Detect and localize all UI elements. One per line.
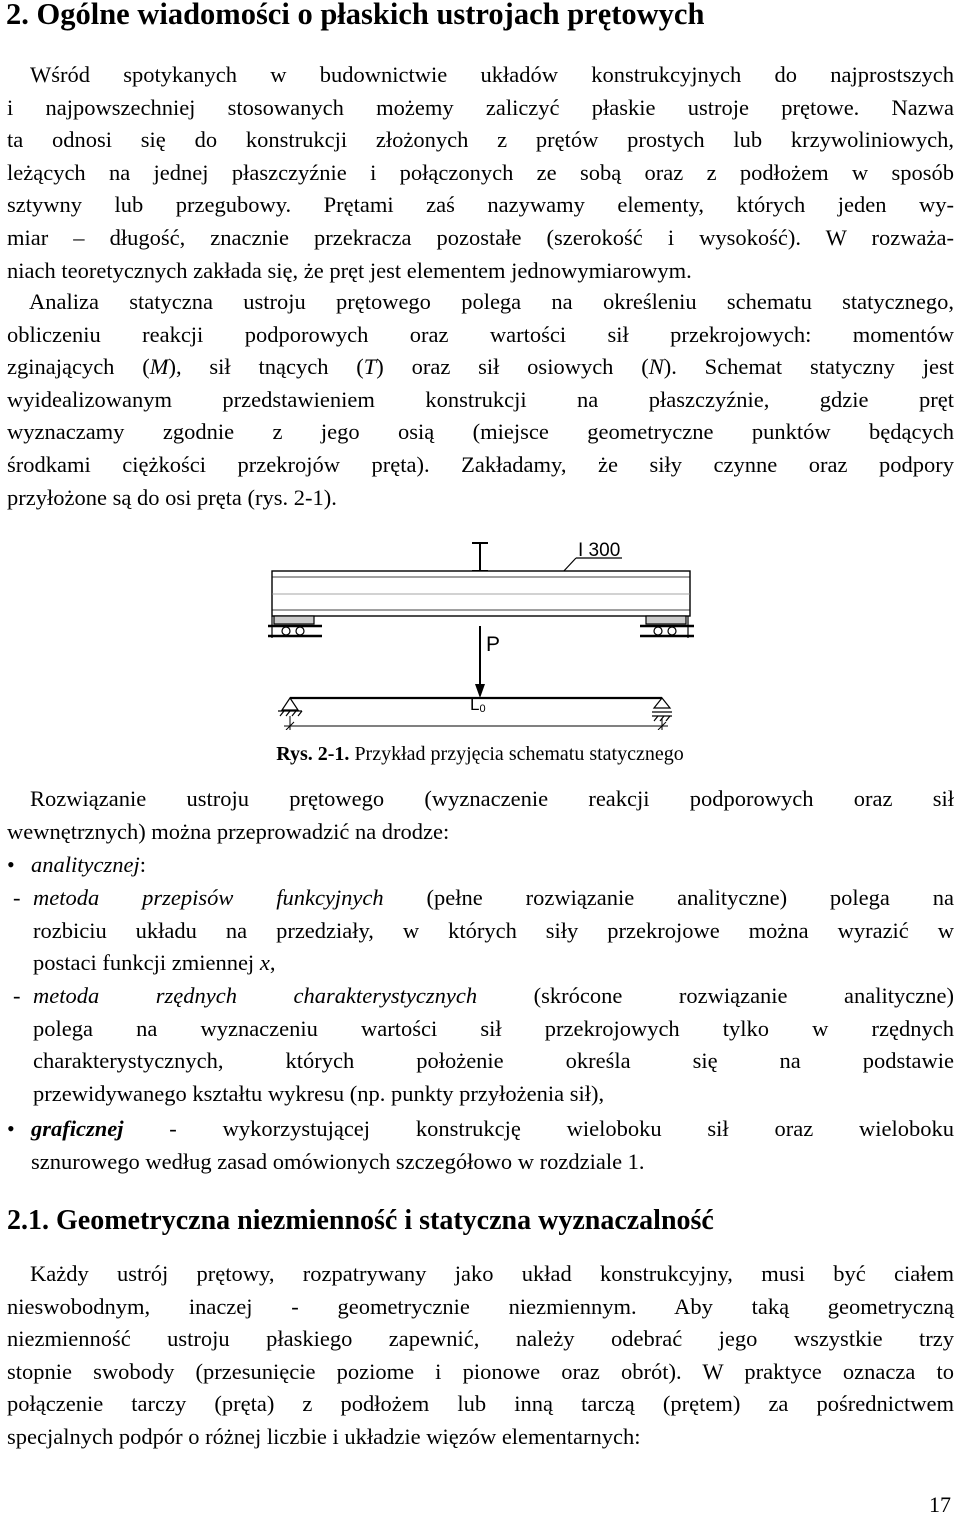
symbol-T: T	[363, 354, 377, 380]
intro-paragraph	[7, 59, 954, 287]
text-line: stopnie swobody (przesunięcie poziome i pionowe oraz obrót). W praktyce oznacza to	[7, 1358, 954, 1384]
list-item-analytical: • analitycznej:	[7, 849, 954, 882]
left-bearing-icon	[268, 616, 322, 638]
text-line: rozbiciu układu na przedziały, w których siły przekrojowe można wyrazić w	[33, 917, 954, 943]
text-line: przyłożone są do osi pręta (rys. 2-1).	[7, 484, 337, 510]
load-label: P	[486, 633, 501, 656]
pinned-support-icon	[278, 698, 302, 716]
text-line: wewnętrznych) można przeprowadzić na drodze:	[7, 818, 450, 844]
list-label: graficznej	[31, 1116, 124, 1141]
text-line: leżących na jednej płaszczyźnie i połączonych ze sobą oraz z podłożem w sposób	[7, 159, 954, 185]
text-line: przewidywanego kształtu wykresu (np. punkty przyłożenia sił),	[33, 1080, 605, 1106]
text-line: miar – długość, znacznie przekracza pozostałe (szerokość i wysokość). W rozważa-	[7, 224, 954, 250]
chapter-title: 2. Ogólne wiadomości o płaskich ustrojach prętowych	[6, 0, 705, 31]
text-line: polega na wyznaczeniu wartości sił przekrojowych tylko w rzędnych	[33, 1015, 954, 1041]
symbol-N: N	[648, 354, 664, 380]
text-line: wyidealizowanym przedstawieniem konstrukcji na płaszczyźnie, gdzie pręt	[7, 386, 954, 412]
page-number: 17	[929, 1492, 951, 1517]
text-line: metoda rzędnych charakterystycznych (skrócone rozwiązanie analityczne)	[33, 983, 954, 1008]
text-line: wyznaczamy zgodnie z jego osią (miejsce geometryczne punktów będących	[7, 419, 954, 445]
list-label: analitycznej	[31, 852, 140, 877]
text-line: metoda przepisów funkcyjnych (pełne rozwiązanie analityczne) polega na	[33, 885, 954, 910]
right-bearing-icon	[640, 616, 694, 638]
text-line: połączenie tarczy (pręta) z podłożem lub inną tarczą (prętem) za pośrednictwem	[7, 1391, 954, 1417]
text-line: specjalnych podpór o różnej liczbie i układzie więzów elementarnych:	[7, 1423, 641, 1449]
text-line: graficznej - wykorzystującej konstrukcję wieloboku sił oraz wieloboku	[31, 1116, 954, 1141]
analysis-paragraph	[7, 286, 954, 514]
caption-number: Rys. 2-1.	[276, 743, 350, 765]
beam-elevation	[272, 571, 690, 616]
list-subitem-ordinates	[7, 980, 954, 1111]
span-label: L0	[470, 695, 486, 715]
text-line: i najpowszechniej stosowanych możemy zaliczyć płaskie ustroje prętowe. Nazwa	[7, 94, 954, 120]
text-line: Rozwiązanie ustroju prętowego (wyznaczenie reakcji podporowych oraz sił	[30, 786, 954, 811]
text-line: obliczeniu reakcji podporowych oraz wartości sił przekrojowych: momentów	[7, 321, 954, 347]
method-title: metoda rzędnych charakterystycznych	[33, 983, 478, 1008]
text-line: postaci funkcji zmiennej x,	[33, 950, 276, 976]
dash-marker: -	[13, 885, 21, 910]
caption-text: Przykład przyjęcia schematu statycznego	[349, 743, 684, 765]
list-subitem-functional	[7, 882, 954, 980]
text-line: nieswobodnym, inaczej - geometrycznie niezmiennym. Aby taką geometryczną	[7, 1293, 954, 1319]
section-title: 2.1. Geometryczna niezmienność i statyczna wyznaczalność	[7, 1205, 714, 1236]
text-line: sztywny lub przegubowy. Prętami zaś nazywamy elementy, których jeden wy-	[7, 192, 954, 218]
method-title: metoda przepisów funkcyjnych	[33, 885, 384, 910]
text-line: niezmienność ustroju płaskiego zapewnić, należy odebrać jego wszystkie trzy	[7, 1326, 954, 1352]
i-section-icon	[472, 543, 488, 571]
figure-caption	[0, 737, 960, 771]
bullet-icon: •	[7, 1116, 15, 1141]
bullet-icon: •	[7, 852, 15, 877]
text-line: sznurowego według zasad omówionych szczegółowo w rozdziale 1.	[31, 1148, 645, 1174]
static-scheme-figure	[250, 530, 720, 730]
roller-support-icon	[652, 698, 672, 721]
text-line: środkami ciężkości przekrojów pręta). Zakładamy, że siły czynne oraz podpory	[7, 451, 954, 477]
dash-marker: -	[13, 983, 21, 1008]
load-arrow-icon	[475, 626, 485, 698]
symbol-M: M	[149, 354, 169, 380]
text-line: niach teoretycznych zakłada się, że pręt jest elementem jednowymiarowym.	[7, 257, 692, 283]
text-line: Analiza statyczna ustroju prętowego polega na określeniu schematu statycznego,	[29, 289, 954, 314]
text-line: ta odnosi się do konstrukcji złożonych z prętów prostych lub krzywoliniowych,	[7, 127, 954, 153]
text-line: Każdy ustrój prętowy, rozpatrywany jako układ konstrukcyjny, musi być ciałem	[30, 1261, 954, 1286]
span-dimension	[284, 716, 668, 730]
list-item-graphical	[7, 1113, 954, 1179]
solution-paragraph	[7, 783, 954, 848]
geometry-paragraph	[7, 1258, 954, 1454]
text-line: charakterystycznych, których położenie określa się na podstawie	[33, 1048, 954, 1074]
text-line: zginających (M), sił tnących (T) oraz sił osiowych (N). Schemat statyczny jest	[7, 354, 954, 380]
section-label: I 300	[578, 540, 621, 561]
text-line: Wśród spotykanych w budownictwie układów konstrukcyjnych do najprostszych	[30, 62, 954, 87]
